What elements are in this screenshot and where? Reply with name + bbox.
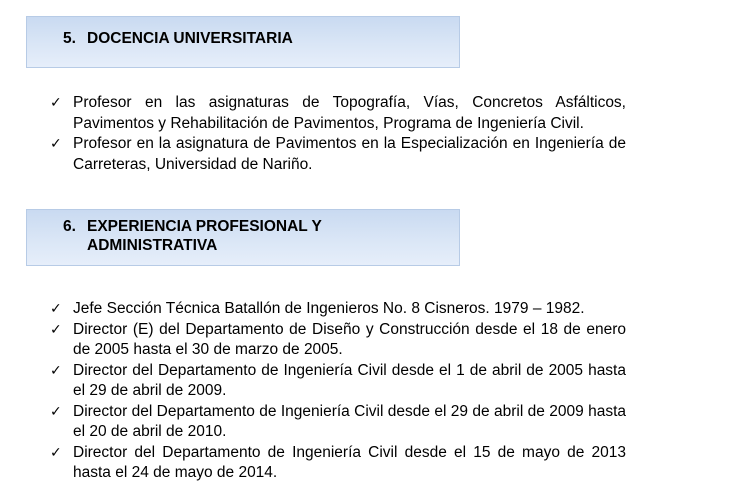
section-heading-docencia [63, 29, 293, 48]
list-item [50, 299, 626, 320]
section-title: DOCENCIA UNIVERSITARIA [87, 30, 293, 47]
list-item-text: Director del Departamento de Ingeniería Civil desde el 15 de mayo de 2013 hasta el 24 de mayo de 2014. [73, 443, 626, 481]
list-item [50, 402, 626, 443]
checkmark-icon: ✓ [50, 321, 62, 338]
checkmark-icon: ✓ [50, 301, 62, 317]
checkmark-icon: ✓ [50, 403, 62, 420]
list-item-text: Profesor en las asignaturas de Topografía, Vías, Concretos Asfálticos, Pavimentos y Rehabilitación de Pavimentos, Programa de Ingeniería Civil. [73, 94, 626, 132]
section-number: 5. [63, 30, 76, 47]
list-item-text: Director (E) del Departamento de Diseño y Construcción desde el 18 de enero de 2005 hasta el 30 de marzo de 2005. [73, 320, 626, 358]
docencia-list [50, 93, 626, 175]
list-item [50, 134, 626, 175]
section-heading-experiencia [63, 217, 322, 255]
section-heading-box-docencia [26, 16, 460, 68]
list-item [50, 361, 626, 402]
list-item [50, 93, 626, 134]
experiencia-list [50, 299, 626, 484]
checkmark-icon: ✓ [50, 136, 62, 152]
checkmark-icon: ✓ [50, 95, 62, 111]
section-heading-box-experiencia [26, 209, 460, 266]
list-item-text: Jefe Sección Técnica Batallón de Ingenieros No. 8 Cisneros. 1979 – 1982. [73, 300, 585, 317]
list-item [50, 320, 626, 361]
list-item-text: Profesor en la asignatura de Pavimentos en la Especialización en Ingeniería de Carreteras, Universidad de Nariño. [73, 135, 626, 173]
list-item-text: Director del Departamento de Ingeniería Civil desde el 29 de abril de 2009 hasta el 20 de abril de 2010. [73, 402, 626, 440]
checkmark-icon: ✓ [50, 444, 62, 461]
section-title-line2: ADMINISTRATIVA [87, 237, 218, 254]
section-title-line1: EXPERIENCIA PROFESIONAL Y [87, 218, 322, 235]
checkmark-icon: ✓ [50, 362, 62, 379]
section-number: 6. [63, 218, 76, 235]
list-item-text: Director del Departamento de Ingeniería Civil desde el 1 de abril de 2005 hasta el 29 de abril de 2009. [73, 361, 626, 399]
list-item [50, 443, 626, 484]
